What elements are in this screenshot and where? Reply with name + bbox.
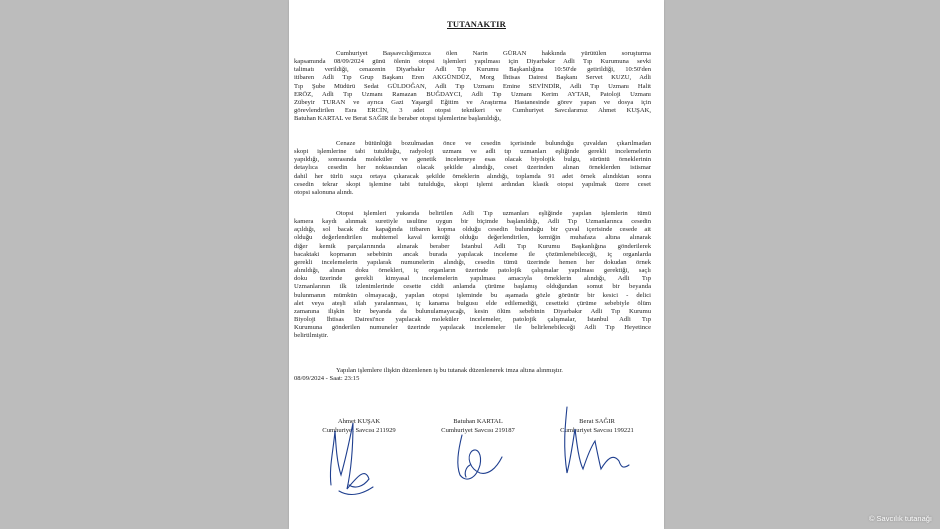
signatory-role: Cumhuriyet Savcısı 199221 bbox=[560, 427, 634, 434]
paragraph-line: zamanına ilişkin bir beyanda da bulunulamayacağı, kesin ölüm sebebinin Diyarbakır Adli Tıp Kurumu bbox=[294, 307, 651, 315]
paragraph-line: skopi işlemlerine tabi tutulduğu, radyoloji uzmanı ve adli tıp uzmanları eşliğinde gerekli incelemelerin bbox=[294, 148, 651, 156]
paragraph-line: cesedin tekrar skopi işlemine tabi tutulduğu, skopi işlemi ardından klasik otopsi yapılmak üzere ceset bbox=[294, 180, 651, 188]
signature-scribble bbox=[299, 417, 419, 527]
document-page bbox=[289, 0, 664, 529]
paragraph-line: bulunmanın mümkün olmayacağı, yapılan otopsi işleminde bu aşamada gözle görünür bir kesici - delici bbox=[294, 291, 651, 299]
paragraph-line: alet veya ateşli silah yaralanması, iç kanama bulgusu elde edilemediği, cesetteki çürüme sebebiyle ölüm bbox=[294, 299, 651, 307]
signatory-name: Ahmet KUŞAK bbox=[337, 418, 381, 425]
paragraph-skopi bbox=[294, 140, 651, 197]
photo-credit: © Savcılık tutanağı bbox=[868, 514, 932, 523]
signatory-name: Berat SAĞIR bbox=[579, 418, 615, 425]
paragraph-line: gerekli incelemelerin yapılarak numunelerin alındığı, cesedin tümü üzerinde hemen her dokudan örnek bbox=[294, 258, 651, 266]
closing-block bbox=[294, 367, 651, 383]
signature-scribble bbox=[418, 417, 538, 527]
signatory-role: Cumhuriyet Savcısı 211929 bbox=[322, 427, 396, 434]
paragraph-line: alınıldığı, alınan doku örnekleri, iç organların üzerinde patolojik çalışmalar yapılması gerektiği, saçlı bbox=[294, 267, 651, 275]
paragraph-line: Cenaze bütünlüğü bozulmadan önce ve cesedin içerisinde bulunduğu çuvaldan çıkarılmadan bbox=[336, 140, 651, 147]
paragraph-line: doku üzerinde gerekli kimyasal incelemelerin yapılması amacıyla örneklerin alındığı, Adli Tıp bbox=[294, 275, 651, 283]
paragraph-line: Tıp Şube Müdürü Sedat GÜLDOĞAN, Adli Tıp Uzmanı Emine SEVİNDİR, Adli Tıp Uzmanı Halit bbox=[294, 82, 651, 90]
paragraph-line: Biyoloji İhtisas Dairesi'nce yapılacak moleküler incelemeler, patolojik çalışmalar, İstanbul Adli Tıp bbox=[294, 316, 651, 324]
signatory-berat-sagir bbox=[537, 417, 657, 435]
paragraph-line: talimatı verildiği, cenazenin Diyarbakır Adli Tıp Kurumu Başkanlığına 10:50'de getirildiği, 10:50'den bbox=[294, 66, 651, 74]
paragraph-line: belirtilmiştir. bbox=[294, 332, 329, 340]
document-title: TUTANAKTIR bbox=[447, 19, 506, 29]
paragraph-line: dahil her türlü suçu ortaya çıkaracak şekilde örneklerin alındığı, toplamda 91 adet örnek alındıktan sonra bbox=[294, 172, 651, 180]
closing-line: Yapılan işlemlere ilişkin düzenlenen iş bu tutanak düzenlenerek imza altına alınmıştır. bbox=[336, 367, 563, 374]
paragraph-line: Uzmanlarının ilk izlenimlerinde cesette ciddi anlamda çürüme başlamış olduğundan somut bir beyanda bbox=[294, 283, 651, 291]
signature-scribble bbox=[537, 417, 657, 527]
date-time: 08/09/2024 - Saat: 23:15 bbox=[294, 375, 360, 383]
paragraph-line: ERÖZ, Adli Tıp Uzmanı Ramazan BUĞDAYCI, Adli Tıp Uzmanı Kerim AYTAR, Patoloji Uzmanı bbox=[294, 90, 651, 98]
paragraph-line: kamera kaydı alınmak suretiyle usulüne uygun bir biçimde başlanıldığı, Adli Tıp Uzmanlarınca cesedin bbox=[294, 218, 651, 226]
paragraph-otopsi bbox=[294, 210, 651, 341]
paragraph-line: görevlendirilen Esra ERCİN, 3 adet otopsi teknikeri ve Cumhuriyet Savcılarımız Ahmet KUŞAK, bbox=[294, 107, 651, 115]
paragraph-line: kapsamında 08/09/2024 günü ölenin otopsi işlemleri yapılması için Diyarbakır Adli Tıp Kurumuna sevki bbox=[294, 58, 651, 66]
paragraph-line: bacaktaki kopmanın sebebinin ancak burada yapılacak inceleme ile çözümlenebileceği, iç organlarda bbox=[294, 250, 651, 258]
paragraph-line: otopsi salonuna alındı. bbox=[294, 188, 354, 196]
signatory-ahmet-kusak bbox=[299, 417, 419, 435]
paragraph-line: detaylıca cesedin her noktasından olacak şekilde alındığı, ceset üzerinden alınan örneklerden istismar bbox=[294, 164, 651, 172]
paragraph-line: Batuhan KARTAL ve Berat SAĞIR ile beraber otopsi işlemlerine başlanıldığı, bbox=[294, 115, 501, 123]
signatory-role: Cumhuriyet Savcısı 219187 bbox=[441, 427, 515, 434]
signatory-name: Batuhan KARTAL bbox=[453, 418, 503, 425]
paragraph-line: Cumhuriyet Başsavcılığımızca ölen Narin GÜRAN hakkında yürütülen soruşturma bbox=[336, 50, 651, 57]
paragraph-line: olduğu değerlendirilen muhtemel kaval kemiği olduğu değerlendirilen, kemiğin muhafaza altına alınarak bbox=[294, 234, 651, 242]
paragraph-intro bbox=[294, 50, 651, 123]
paragraph-line: Zübeyir TURAN ve ayrıca Gazi Yaşargil Eğitim ve Araştırma Hastanesinde görev yapan ve dosya için bbox=[294, 98, 651, 106]
paragraph-line: Kurumuna gönderilen numuneler üzerinde yapılacak incelemeler ile belirlenebileceği Adli Tıp Heyetince bbox=[294, 324, 651, 332]
signatory-batuhan-kartal bbox=[418, 417, 538, 435]
paragraph-line: Otopsi işlemleri yukarıda belirtilen Adli Tıp uzmanları eşliğinde yapılan işlemlerin tümü bbox=[336, 210, 651, 217]
paragraph-line: itibaren Adli Tıp Grup Başkanı Eren AKGÜNDÜZ, Morg İhtisas Dairesi Başkanı Servet KUZU, Adli bbox=[294, 74, 651, 82]
paragraph-line: açıldığı, sol bacak diz kapağında itibaren kopma olduğu cesedin bulunduğu bir çuval içerisinde cesede ait bbox=[294, 226, 651, 234]
paragraph-line: yapıldığı, sonrasında moleküler ve genetik incelemeye esas olacak biyolojik bulgu, sürüntü örneklerinin bbox=[294, 156, 651, 164]
paragraph-line: diğer kemik parçalarınında alınarak beraber İstanbul Adli Tıp Kurumu Başkanlığına gönderilerek bbox=[294, 242, 651, 250]
